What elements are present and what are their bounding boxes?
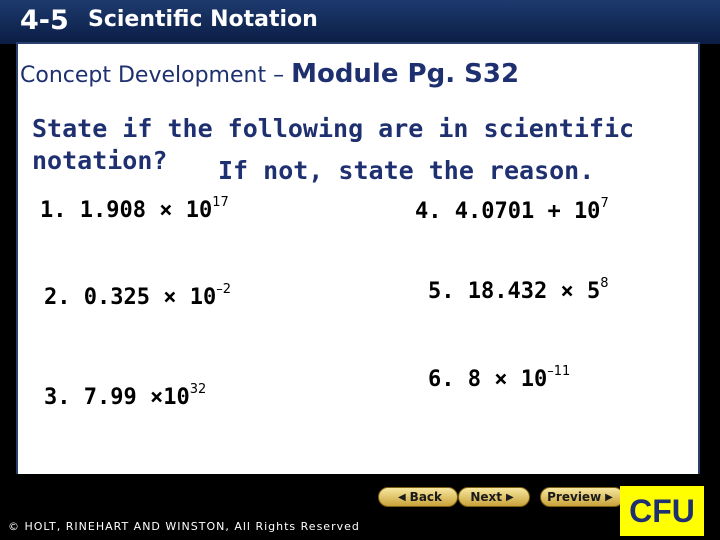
problem-1-text: 1. 1.908 × 10 bbox=[40, 198, 213, 223]
lesson-title: Scientific Notation bbox=[88, 7, 318, 32]
question-line1: State if the following are in scientific bbox=[32, 114, 635, 143]
copyright-text: © HOLT, RINEHART AND WINSTON, All Rights Reserved bbox=[8, 520, 360, 533]
question-line2a: notation? bbox=[32, 146, 168, 175]
problem-item-4 bbox=[415, 196, 609, 224]
question-line2 bbox=[32, 146, 595, 185]
cfu-badge: CFU bbox=[620, 486, 704, 536]
question-line2b: If not, state the reason. bbox=[218, 156, 595, 185]
chevron-right-icon: ▶ bbox=[505, 491, 514, 503]
problem-6-exponent: –11 bbox=[547, 364, 571, 379]
preview-label: Preview bbox=[547, 490, 602, 504]
problem-3-text: 3. 7.99 ×10 bbox=[44, 385, 190, 410]
back-label: Back bbox=[409, 490, 443, 504]
heading-part1: Concept Development – bbox=[20, 63, 292, 88]
problem-3-exponent: 32 bbox=[189, 382, 207, 397]
preview-button[interactable] bbox=[540, 487, 624, 507]
problem-item-5 bbox=[428, 276, 609, 304]
problem-4-exponent: 7 bbox=[600, 196, 609, 211]
problem-1-exponent: 17 bbox=[212, 195, 229, 210]
lesson-number: 4-5 bbox=[20, 5, 69, 36]
back-button[interactable] bbox=[378, 487, 458, 507]
problem-5-text: 5. 18.432 × 5 bbox=[428, 279, 601, 304]
header-bar bbox=[0, 0, 720, 44]
next-button[interactable] bbox=[458, 487, 530, 507]
problem-4-text: 4. 4.0701 + 10 bbox=[415, 199, 601, 224]
problem-2-text: 2. 0.325 × 10 bbox=[44, 285, 217, 310]
chevron-left-icon: ◀ bbox=[397, 491, 406, 503]
next-label: Next bbox=[470, 490, 502, 504]
problem-item-3 bbox=[44, 382, 207, 410]
problem-2-exponent: –2 bbox=[216, 282, 231, 297]
heading-part2: Module Pg. S32 bbox=[291, 59, 520, 89]
chevron-right-icon: ▶ bbox=[605, 491, 613, 503]
problem-5-exponent: 8 bbox=[600, 276, 609, 291]
problem-item-2 bbox=[44, 282, 231, 310]
problem-6-text: 6. 8 × 10 bbox=[428, 367, 548, 392]
problem-item-6 bbox=[428, 364, 571, 392]
concept-development-heading bbox=[20, 59, 519, 89]
problem-item-1 bbox=[40, 195, 229, 223]
